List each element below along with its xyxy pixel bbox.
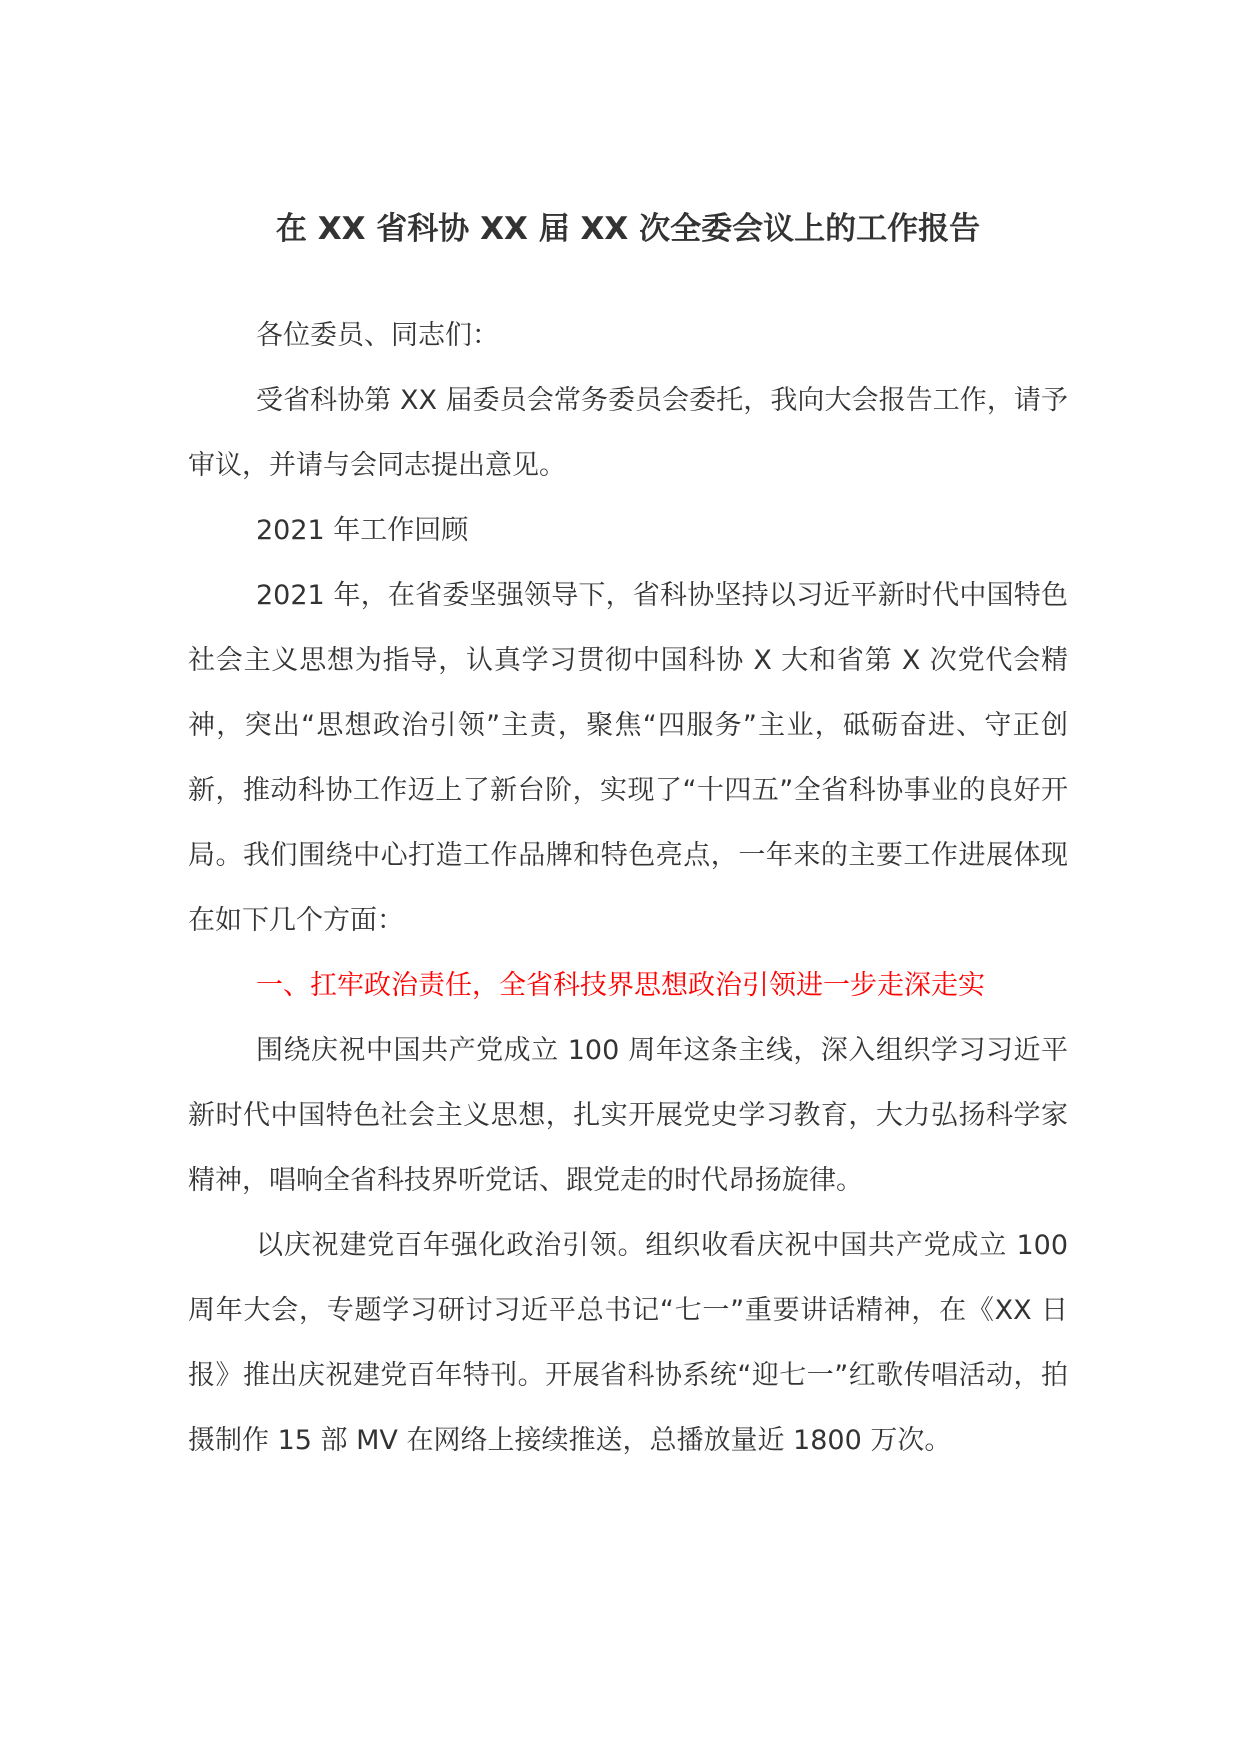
review-summary-paragraph: 2021 年，在省委坚强领导下，省科协坚持以习近平新时代中国特色社会主义思想为指导，认真学习贯彻中国科协 X 大和省第 X 次党代会精神，突出“思想政治引领”主责，聚焦“四服务”主业，砥砺奋进、守正创新，推动科协工作迈上了新台阶，实现了“十四五”全省科协事业的良好开局。我们围绕中心打造工作品牌和特色亮点，一年来的主要工作进展体现在如下几个方面： [188,580,1068,936]
centenary-celebration-paragraph: 以庆祝建党百年强化政治引领。组织收看庆祝中国共产党成立 100 周年大会，专题学习研讨习近平总书记“七一”重要讲话精神，在《XX 日报》推出庆祝建党百年特刊。开展省科协系统“迎七一”红歌传唱活动，拍摄制作 15 部 MV 在网络上接续推送，总播放量近 1800 万次。 [188,1230,1068,1456]
document-title: 在 XX 省科协 XX 届 XX 次全委会议上的工作报告 [275,211,981,247]
subsection-heading-political-responsibility: 一、扛牢政治责任，全省科技界思想政治引领进一步走深走实 [256,970,985,1001]
political-guidance-paragraph: 围绕庆祝中国共产党成立 100 周年这条主线，深入组织学习习近平新时代中国特色社会主义思想，扎实开展党史学习教育，大力弘扬科学家精神，唱响全省科技界听党话、跟党走的时代昂扬旋律。 [188,1035,1068,1196]
salutation-paragraph: 各位委员、同志们： [256,320,499,351]
intro-paragraph: 受省科协第 XX 届委员会常务委员会委托，我向大会报告工作，请予审议，并请与会同志提出意见。 [188,385,1068,481]
section-heading-review: 2021 年工作回顾 [256,515,469,546]
document-page [188,0,1068,1754]
document-body [188,303,1068,1473]
